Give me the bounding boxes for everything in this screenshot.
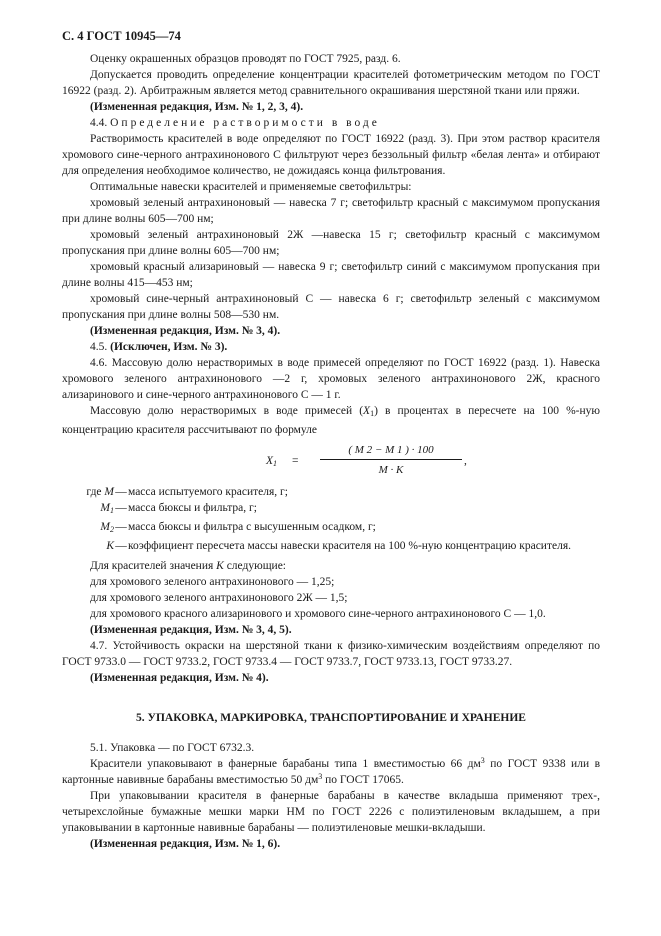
legend-text: масса бюксы и фильтра с высушенным осадком, г; (128, 521, 376, 533)
superscript: 3 (480, 756, 485, 765)
paragraph (62, 403, 600, 438)
revision-note: (Измененная редакция, Изм. № 3, 4, 5). (90, 624, 292, 636)
formula-subscript: 1 (273, 459, 278, 468)
legend-text: масса бюксы и фильтра, г; (128, 502, 257, 514)
legend-row (62, 519, 600, 538)
list-item: хромовый зеленый антрахиноновый — навеска 7 г; светофильтр красный с максимумом пропускания при длине волны 605—700 нм; (62, 197, 600, 225)
variable: K (216, 560, 224, 572)
legend-text: масса испытуемого красителя, г; (128, 486, 288, 498)
paragraph (62, 756, 600, 788)
formula-legend (62, 484, 600, 554)
formula (62, 442, 600, 482)
subsection-number: 4.4. (90, 117, 108, 129)
list-item: для хромового зеленого антрахинонового 2Ж — 1,5; (90, 592, 348, 604)
legend-dash: — (115, 502, 127, 514)
subsection-number: 4.5. (90, 341, 108, 353)
formula-denominator: M · K (378, 464, 404, 476)
text-run: Для красителей значения (90, 560, 217, 572)
subscript: 1 (370, 409, 375, 418)
legend-symbol (62, 538, 114, 554)
paragraph: 5.1. Упаковка — по ГОСТ 6732.3. (90, 742, 255, 754)
text-run: следующие: (223, 560, 286, 572)
formula-equals: = (292, 455, 299, 467)
superscript: 3 (318, 772, 323, 781)
legend-variable: K (106, 540, 114, 552)
formula-comma: , (464, 455, 467, 467)
legend-variable: M (100, 521, 110, 533)
text-run: Массовую долю нерастворимых в воде примесей ( (90, 405, 364, 417)
page-header: С. 4 ГОСТ 10945—74 (62, 29, 181, 43)
legend-prefix: где (86, 486, 102, 498)
paragraph: 4.6. Массовую долю нерастворимых в воде примесей определяют по ГОСТ 16922 (разд. 1). Навеска хромового зеленого антрахинонового —2 г, хромовых зеленого антрахинонового 2Ж, красного ализаринового и сине-черного антрахинонового С — 1 г. (62, 357, 600, 401)
list-item: для хромового красного ализаринового и хромового сине-черного антрахинонового С — 1,0. (90, 608, 546, 620)
legend-subscript: 2 (110, 525, 114, 534)
revision-note: (Измененная редакция, Изм. № 3, 4). (90, 325, 281, 337)
legend-text: коэффициент пересчета массы навески красителя на 100 %-ную концентрацию красителя. (128, 540, 571, 552)
legend-subscript: 1 (110, 506, 114, 515)
paragraph: Оптимальные навески красителей и применяемые светофильтры: (90, 181, 412, 193)
subsection-title: Определение растворимости в воде (110, 117, 380, 129)
paragraph: 4.7. Устойчивость окраски на шерстяной ткани к физико-химическим воздействиям определяют по ГОСТ 9733.0 — ГОСТ 9733.2, ГОСТ 9733.4 — ГОСТ 9733.7, ГОСТ 9733.13, ГОСТ 9733.27. (62, 640, 600, 668)
legend-dash: — (115, 521, 127, 533)
text-run: по ГОСТ 9338 или в картонные навивные барабаны вместимостью 50 дм (62, 758, 601, 786)
revision-note: (Измененная редакция, Изм. № 4). (90, 672, 269, 684)
paragraph: Допускается проводить определение концентрации красителей фотометрическим методом по ГОСТ 16922 (разд. 2). Арбитражным является метод сравнительного окрашивания шерстяной ткани или пряжи. (62, 69, 600, 97)
list-item: хромовый сине-черный антрахиноновый С — навеска 6 г; светофильтр зеленый с максимумом пропускания при длине волны 508—530 нм. (62, 293, 600, 321)
text-run: ) в процентах в пересчете на 100 %-ную концентрацию красителя рассчитывают по формуле (62, 405, 600, 436)
paragraph: При упаковывании красителя в фанерные барабаны в качестве вкладыша применяют трех-, четырехслойные бумажные мешки марки НМ по ГОСТ 2226 с полиэтиленовым вкладышем, а при упаковывании в картонные навивные барабаны — полиэтиленовые мешки-вкладыши. (62, 790, 600, 834)
legend-row (62, 500, 600, 519)
revision-note: (Измененная редакция, Изм. № 1, 2, 3, 4). (90, 101, 304, 113)
legend-row (62, 484, 600, 500)
document-body (62, 51, 600, 852)
text-run: Красители упаковывают в фанерные барабаны типа 1 вместимостью 66 дм (90, 758, 481, 770)
section-heading: 5. УПАКОВКА, МАРКИРОВКА, ТРАНСПОРТИРОВАНИЕ И ХРАНЕНИЕ (136, 712, 526, 724)
subsection-heading (62, 115, 600, 131)
legend-dash: — (115, 540, 127, 552)
variable: X (363, 405, 371, 417)
paragraph (62, 558, 600, 574)
legend-variable: M (104, 486, 114, 498)
subsection-status: (Исключен, Изм. № 3). (110, 341, 228, 353)
legend-symbol (62, 484, 114, 500)
list-item: для хромового зеленого антрахинонового — 1,25; (90, 576, 335, 588)
formula-lhs (266, 453, 277, 472)
paragraph: Растворимость красителей в воде определяют по ГОСТ 16922 (разд. 3). При этом раствор красителя хромового сине-черного антрахинонового С фильтруют через беззольный фильтр «белая лента» и отбирают для определения необходимое количество, не дожидаясь конца фильтрования. (62, 133, 600, 177)
legend-variable: M (100, 502, 110, 514)
fraction-bar (320, 459, 462, 460)
paragraph: Оценку окрашенных образцов проводят по ГОСТ 7925, разд. 6. (90, 53, 401, 65)
formula-variable: X (266, 455, 274, 467)
list-item: хромовый красный ализариновый — навеска 9 г; светофильтр синий с максимумом пропускания при длине волны 415—453 нм; (62, 261, 600, 289)
subsection-heading (62, 339, 600, 355)
text-run: по ГОСТ 17065. (322, 774, 404, 786)
legend-symbol (62, 519, 114, 538)
legend-row (62, 538, 600, 554)
list-item: хромовый зеленый антрахиноновый 2Ж —навеска 15 г; светофильтр красный с максимумом пропускания при длине волны 605—700 нм; (62, 229, 600, 257)
legend-symbol (62, 500, 114, 519)
formula-numerator: ( M 2 − M 1 ) · 100 (348, 444, 434, 456)
legend-dash: — (115, 486, 127, 498)
revision-note: (Измененная редакция, Изм. № 1, 6). (90, 838, 281, 850)
